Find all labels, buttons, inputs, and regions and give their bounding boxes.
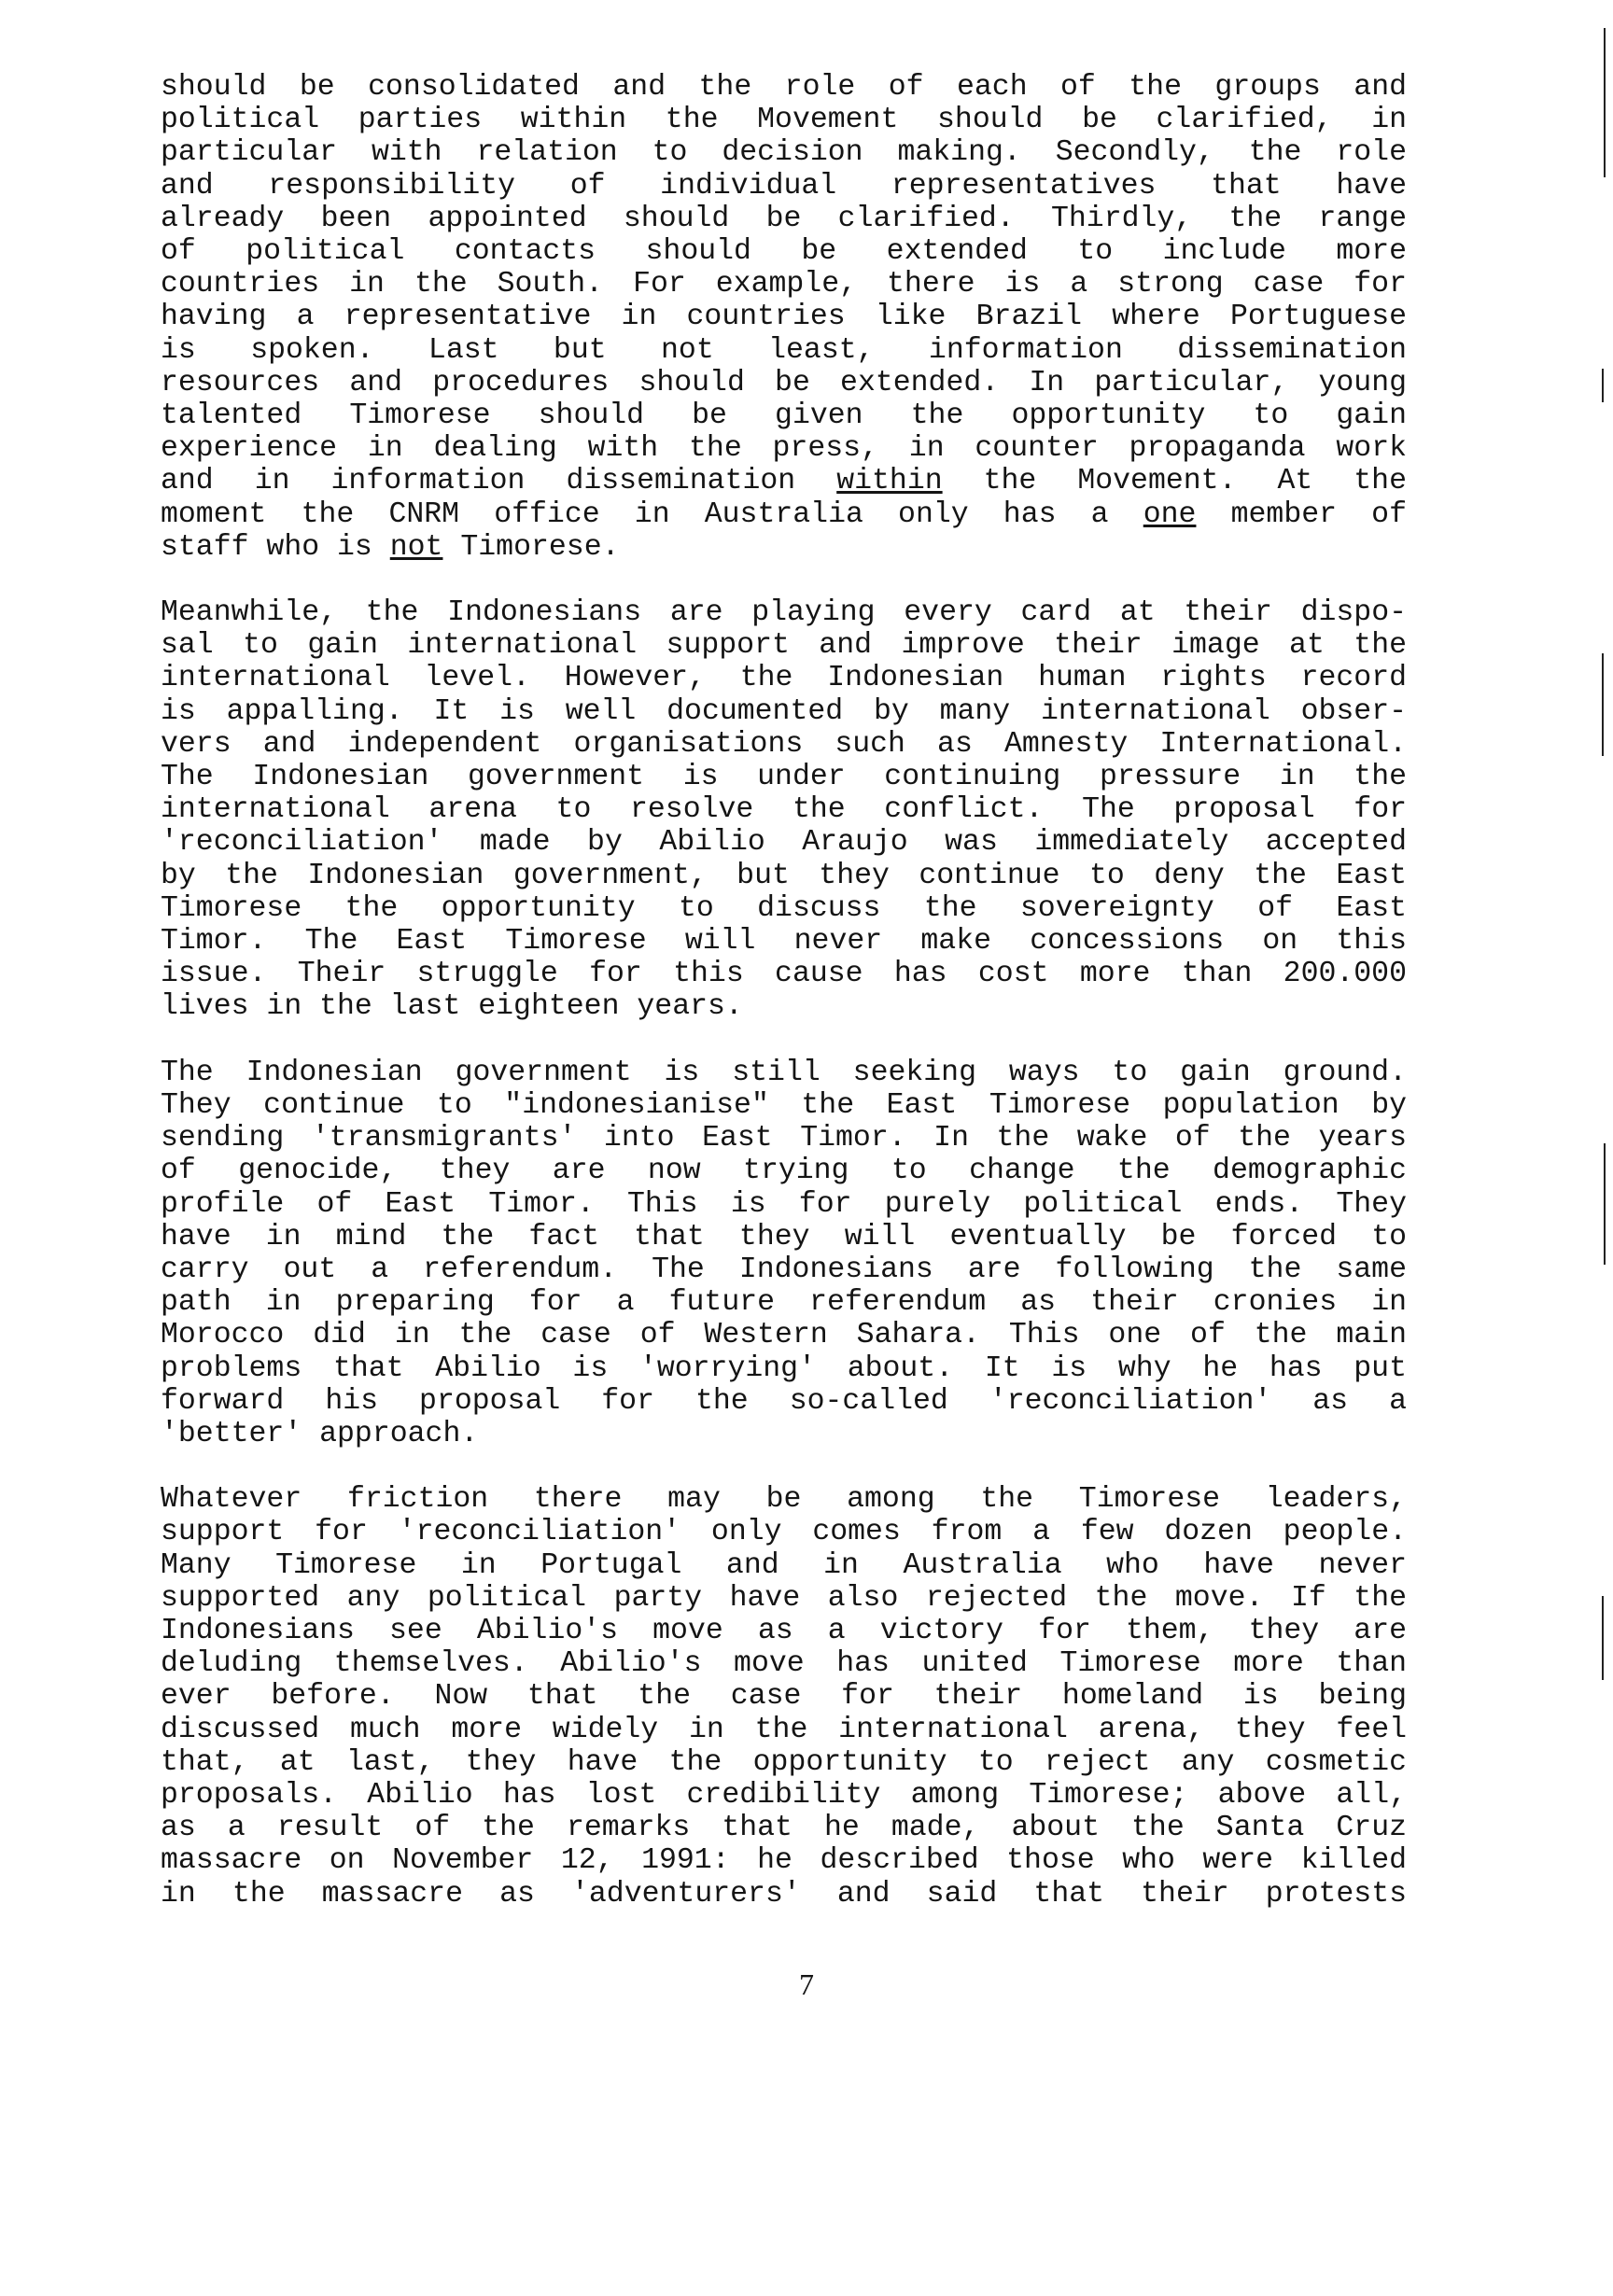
text-run: already been appointed should be clarified. Thirdly, the range bbox=[161, 202, 1407, 235]
text-run: talented Timorese should be given the opportunity to gain bbox=[161, 399, 1407, 433]
text-line bbox=[161, 1418, 1407, 1450]
text-line bbox=[161, 1286, 1407, 1319]
text-line bbox=[161, 629, 1407, 662]
underlined-text: not bbox=[389, 530, 443, 564]
text-run: path in preparing for a future referendum as their cronies in bbox=[161, 1286, 1407, 1320]
text-run: political parties within the Movement should be clarified, in bbox=[161, 104, 1407, 137]
text-line bbox=[161, 399, 1407, 432]
text-run: international arena to resolve the conflict. The proposal for bbox=[161, 793, 1407, 827]
text-run: 'reconciliation' made by Abilio Araujo was immediately accepted bbox=[161, 826, 1407, 860]
text-line bbox=[161, 596, 1407, 629]
text-line bbox=[161, 1647, 1407, 1680]
text-run: Whatever friction there may be among the Timorese leaders, bbox=[161, 1483, 1407, 1517]
text-line bbox=[161, 662, 1407, 694]
margin-mark bbox=[1602, 1596, 1604, 1680]
text-line bbox=[161, 71, 1407, 104]
text-run: and responsibility of individual representatives that have bbox=[161, 169, 1407, 203]
text-run: moment the CNRM office in Australia only has a bbox=[161, 497, 1143, 531]
margin-mark bbox=[1604, 1143, 1606, 1265]
margin-mark bbox=[1602, 653, 1604, 756]
underlined-text: within bbox=[836, 465, 943, 498]
text-line bbox=[161, 1878, 1407, 1911]
paragraph bbox=[161, 71, 1407, 564]
page-number: 7 bbox=[799, 1967, 814, 2001]
text-run: resources and procedures should be extended. In particular, young bbox=[161, 366, 1407, 399]
text-line bbox=[161, 695, 1407, 728]
text-line bbox=[161, 1483, 1407, 1516]
margin-mark bbox=[1602, 369, 1604, 402]
text-line bbox=[161, 1352, 1407, 1385]
text-line bbox=[161, 860, 1407, 892]
text-line bbox=[161, 1188, 1407, 1221]
text-line bbox=[161, 892, 1407, 925]
text-run: Indonesians see Abilio's move as a victory for them, they are bbox=[161, 1614, 1407, 1647]
text-line bbox=[161, 170, 1407, 203]
text-line bbox=[161, 1057, 1407, 1089]
text-line bbox=[161, 1582, 1407, 1615]
text-line bbox=[161, 301, 1407, 333]
text-line bbox=[161, 334, 1407, 367]
text-line bbox=[161, 104, 1407, 136]
text-line bbox=[161, 990, 1407, 1023]
text-line bbox=[161, 1122, 1407, 1155]
margin-mark bbox=[1604, 28, 1606, 177]
text-run: Meanwhile, the Indonesians are playing every card at their dispo- bbox=[161, 596, 1407, 630]
text-line bbox=[161, 1221, 1407, 1253]
text-run: discussed much more widely in the international arena, they feel bbox=[161, 1713, 1407, 1746]
text-line bbox=[161, 1319, 1407, 1351]
text-run: The Indonesian government is under continuing pressure in the bbox=[161, 761, 1407, 794]
text-line bbox=[161, 1253, 1407, 1286]
text-run: lives in the last eighteen years. bbox=[161, 990, 743, 1024]
text-run: member of bbox=[1196, 497, 1407, 531]
text-run: sending 'transmigrants' into East Timor. In the wake of the years bbox=[161, 1122, 1407, 1155]
document-body bbox=[161, 71, 1407, 1943]
text-line bbox=[161, 235, 1407, 268]
text-run: ever before. Now that the case for their homeland is being bbox=[161, 1680, 1407, 1714]
text-run: forward his proposal for the so-called 'reconciliation' as a bbox=[161, 1384, 1407, 1418]
text-run: in the massacre as 'adventurers' and said that their protests bbox=[161, 1877, 1407, 1911]
text-run: particular with relation to decision making. Secondly, the role bbox=[161, 136, 1407, 170]
text-line bbox=[161, 761, 1407, 793]
text-run: vers and independent organisations such as Amnesty International. bbox=[161, 727, 1407, 761]
text-line bbox=[161, 925, 1407, 958]
text-run: by the Indonesian government, but they continue to deny the East bbox=[161, 859, 1407, 892]
text-run: as a result of the remarks that he made, about the Santa Cruz bbox=[161, 1812, 1407, 1845]
text-line bbox=[161, 958, 1407, 990]
text-line bbox=[161, 465, 1407, 497]
text-line bbox=[161, 268, 1407, 301]
text-run: Timor. The East Timorese will never make concessions on this bbox=[161, 925, 1407, 959]
text-run: of political contacts should be extended to include more bbox=[161, 235, 1407, 269]
text-line bbox=[161, 1844, 1407, 1877]
text-run: is spoken. Last but not least, information dissemination bbox=[161, 333, 1407, 367]
text-line bbox=[161, 1746, 1407, 1779]
text-line bbox=[161, 1516, 1407, 1548]
text-run: Timorese. bbox=[442, 530, 620, 564]
text-run: international level. However, the Indonesian human rights record bbox=[161, 662, 1407, 695]
text-run: of genocide, they are now trying to change the demographic bbox=[161, 1155, 1407, 1188]
text-run: profile of East Timor. This is for purely political ends. They bbox=[161, 1187, 1407, 1221]
text-line bbox=[161, 1680, 1407, 1713]
text-run: 'better' approach. bbox=[161, 1417, 479, 1450]
text-run: support for 'reconciliation' only comes from a few dozen people. bbox=[161, 1516, 1407, 1549]
text-run: supported any political party have also rejected the move. If the bbox=[161, 1581, 1407, 1615]
text-run: problems that Abilio is 'worrying' about. It is why he has put bbox=[161, 1351, 1407, 1385]
text-run: staff who is bbox=[161, 530, 390, 564]
text-run: is appalling. It is well documented by many international obser- bbox=[161, 694, 1407, 728]
text-run: experience in dealing with the press, in counter propaganda work bbox=[161, 432, 1407, 466]
text-line bbox=[161, 203, 1407, 235]
text-line bbox=[161, 793, 1407, 826]
text-run: Many Timorese in Portugal and in Australia who have never bbox=[161, 1548, 1407, 1582]
paragraph bbox=[161, 1483, 1407, 1911]
text-run: Morocco did in the case of Western Sahara. This one of the main bbox=[161, 1319, 1407, 1352]
text-line bbox=[161, 1089, 1407, 1122]
paragraph bbox=[161, 596, 1407, 1024]
text-run: massacre on November 12, 1991: he described those who were killed bbox=[161, 1844, 1407, 1878]
text-line bbox=[161, 1615, 1407, 1647]
text-run: sal to gain international support and improve their image at the bbox=[161, 629, 1407, 663]
text-run: having a representative in countries like Brazil where Portuguese bbox=[161, 301, 1407, 334]
text-line bbox=[161, 432, 1407, 465]
text-line bbox=[161, 1779, 1407, 1812]
text-line bbox=[161, 1155, 1407, 1187]
text-run: the Movement. At the bbox=[942, 465, 1407, 498]
text-line bbox=[161, 1549, 1407, 1582]
text-line bbox=[161, 136, 1407, 169]
paragraph bbox=[161, 1057, 1407, 1450]
text-run: issue. Their struggle for this cause has cost more than 200.000 bbox=[161, 958, 1407, 991]
text-run: proposals. Abilio has lost credibility among Timorese; above all, bbox=[161, 1778, 1407, 1812]
text-line bbox=[161, 1714, 1407, 1746]
text-run: Timorese the opportunity to discuss the sovereignty of East bbox=[161, 891, 1407, 925]
text-run: countries in the South. For example, there is a strong case for bbox=[161, 268, 1407, 301]
text-line bbox=[161, 531, 1407, 564]
text-run: should be consolidated and the role of each of the groups and bbox=[161, 71, 1407, 104]
text-run: They continue to "indonesianise" the East Timorese population by bbox=[161, 1088, 1407, 1122]
text-run: have in mind the fact that they will eventually be forced to bbox=[161, 1220, 1407, 1253]
text-line bbox=[161, 1812, 1407, 1844]
text-run: carry out a referendum. The Indonesians are following the same bbox=[161, 1253, 1407, 1286]
text-run: The Indonesian government is still seeking ways to gain ground. bbox=[161, 1056, 1407, 1089]
text-line bbox=[161, 498, 1407, 531]
text-line bbox=[161, 728, 1407, 761]
text-line bbox=[161, 826, 1407, 859]
text-line bbox=[161, 367, 1407, 399]
text-run: deluding themselves. Abilio's move has united Timorese more than bbox=[161, 1647, 1407, 1681]
underlined-text: one bbox=[1143, 497, 1197, 531]
text-line bbox=[161, 1385, 1407, 1418]
text-run: that, at last, they have the opportunity to reject any cosmetic bbox=[161, 1745, 1407, 1779]
text-run: and in information dissemination bbox=[161, 465, 837, 498]
